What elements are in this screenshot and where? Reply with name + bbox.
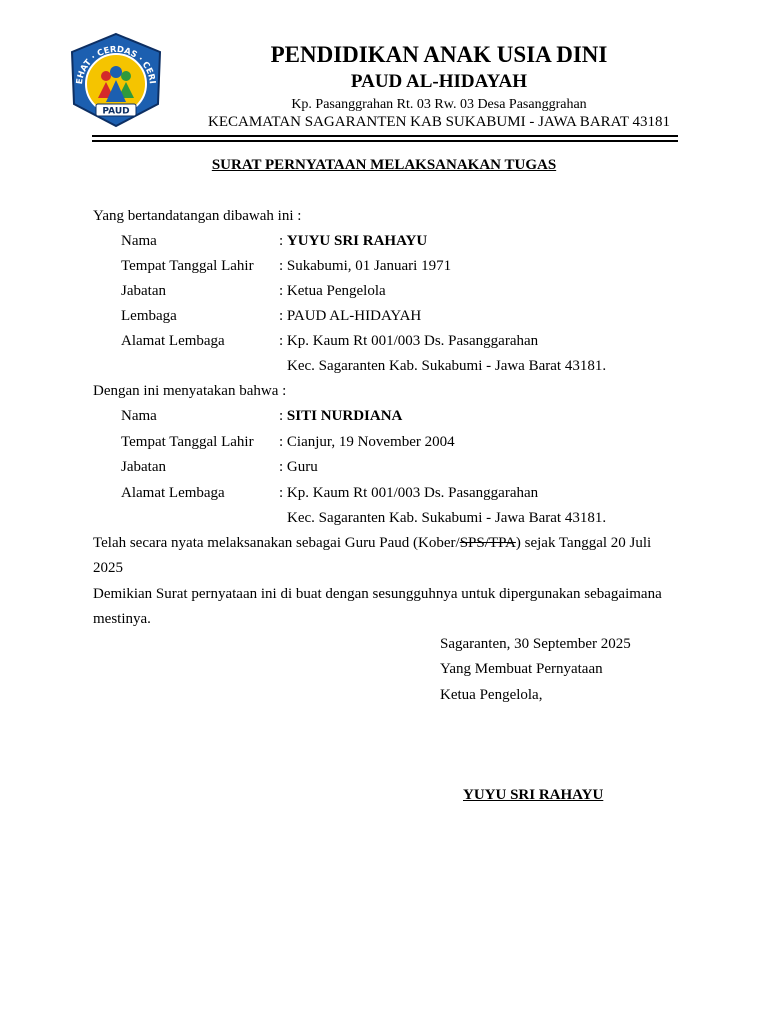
signer-institution-value: PAUD AL-HIDAYAH [286,308,422,324]
signer-name-row [279,233,427,250]
signer-name-value: YUYU SRI RAHAYU [286,233,428,249]
separator: : [279,434,287,450]
statement-part1: Telah secara nyata melaksanakan sebagai Guru Paud (Kober/ [93,535,460,551]
subject-position-row [279,459,318,476]
signer-position-label: Jabatan [121,283,166,299]
logo-ring-text: EHAT · CERDAS · CERI [74,44,157,85]
subject-position-label: Jabatan [121,459,166,475]
statement-struck-text: SPS/TPA [459,535,516,551]
subject-address-label: Alamat Lembaga [121,485,225,501]
header-rule-thick [92,135,678,137]
closing-line2: mestinya. [93,611,151,627]
school-address-line1: Kp. Pasanggrahan Rt. 03 Rw. 03 Desa Pasanggrahan [291,97,587,112]
separator: : [279,333,287,349]
separator: : [279,283,287,299]
school-address-line2: KECAMATAN SAGARANTEN KAB SUKABUMI - JAWA BARAT 43181 [208,114,670,130]
subject-address-row [279,485,538,502]
signer-institution-label: Lembaga [121,308,177,324]
signer-birth-label: Tempat Tanggal Lahir [121,258,254,274]
subject-name-row [279,408,402,425]
subject-birth-row [279,434,455,451]
subject-address-value2: Kec. Sagaranten Kab. Sukabumi - Jawa Barat 43181. [287,510,607,526]
subject-birth-value: Cianjur, 19 November 2004 [286,434,455,450]
subject-birth-label: Tempat Tanggal Lahir [121,434,254,450]
separator: : [279,258,287,274]
statement-line1 [93,535,651,552]
signature-role-line2: Ketua Pengelola, [440,687,543,703]
signature-place-date: Sagaranten, 30 September 2025 [440,636,631,652]
signature-role-line1: Yang Membuat Pernyataan [440,661,603,677]
header-rule-thin [92,140,678,142]
signer-institution-row [279,308,421,325]
separator: : [279,459,287,475]
logo-banner-text: PAUD [102,106,130,117]
separator: : [279,485,287,501]
subject-name-value: SITI NURDIANA [286,408,403,424]
document-title: SURAT PERNYATAAN MELAKSANAKAN TUGAS [211,157,557,173]
closing-line1: Demikian Surat pernyataan ini di buat dengan sesungguhnya untuk dipergunakan sebagaimana [93,586,662,602]
separator: : [279,233,287,249]
signer-address-label: Alamat Lembaga [121,333,225,349]
subject-name-label: Nama [121,408,157,424]
subject-position-value: Guru [286,459,318,475]
signature-name: YUYU SRI RAHAYU [463,787,604,803]
signer-address-value2: Kec. Sagaranten Kab. Sukabumi - Jawa Barat 43181. [287,358,607,374]
intro-subject: Dengan ini menyatakan bahwa : [93,383,287,399]
signer-position-row [279,283,386,300]
school-type-heading: PENDIDIKAN ANAK USIA DINI [270,42,608,67]
signer-name-label: Nama [121,233,157,249]
signer-address-value1: Kp. Kaum Rt 001/003 Ds. Pasanggarahan [286,333,539,349]
statement-line2: 2025 [93,560,123,576]
subject-address-value1: Kp. Kaum Rt 001/003 Ds. Pasanggarahan [286,485,539,501]
signer-birth-value: Sukabumi, 01 Januari 1971 [286,258,452,274]
separator: : [279,408,287,424]
statement-part2: ) sejak Tanggal 20 Juli [515,535,652,551]
signer-birth-row [279,258,451,275]
signer-address-row [279,333,538,350]
signer-position-value: Ketua Pengelola [286,283,386,299]
separator: : [279,308,287,324]
school-name-heading: PAUD AL-HIDAYAH [350,71,528,92]
intro-signer: Yang bertandatangan dibawah ini : [93,208,302,224]
